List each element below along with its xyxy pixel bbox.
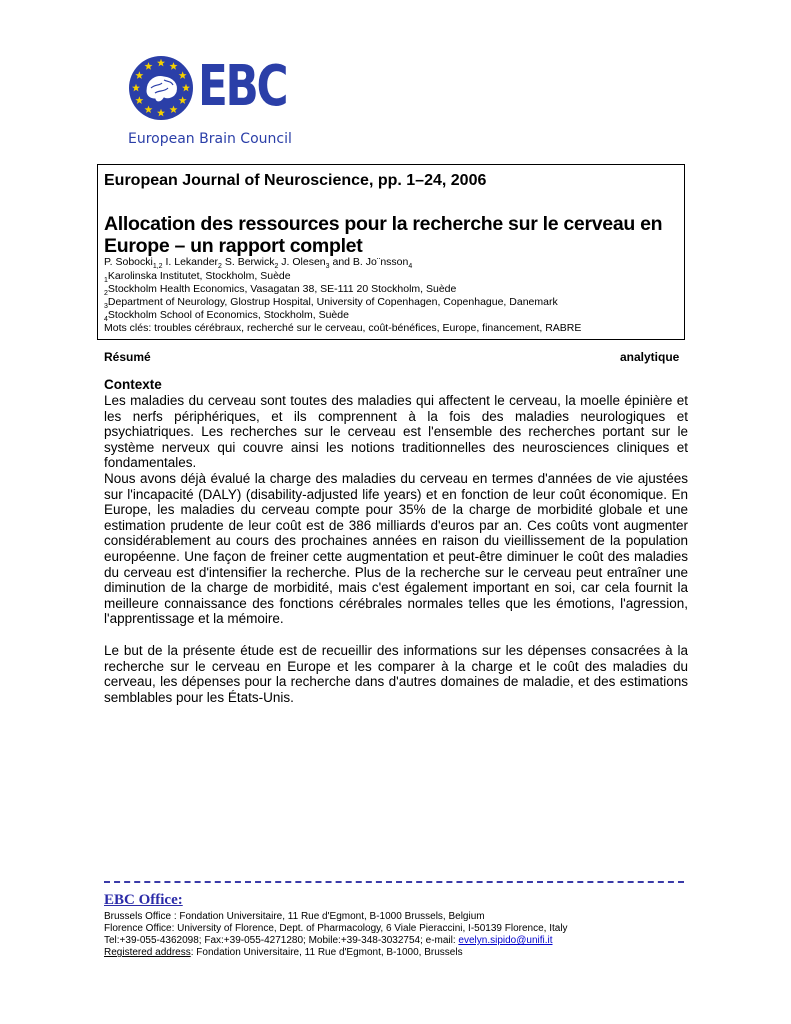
brussels-office: Brussels Office : Fondation Universitaire, 11 Rue d'Egmont, B-1000 Brussels, Belgium xyxy=(104,911,485,922)
article-title: Allocation des ressources pour la recherche sur le cerveau en Europe – un rapport complet xyxy=(104,213,663,257)
affiliation-num: 4 xyxy=(104,316,108,324)
heading-resume: Résumé xyxy=(104,350,151,364)
author-name: B. Jo¨nsson xyxy=(352,256,409,268)
registered-address xyxy=(104,947,463,959)
registered-label: Registered address xyxy=(104,947,191,958)
affiliation-text: Stockholm School of Economics, Stockholm, Suède xyxy=(107,309,349,321)
affiliation-num: 2 xyxy=(104,290,108,298)
footer-divider xyxy=(104,881,684,883)
affiliation-text: Karolinska Institutet, Stockholm, Suède xyxy=(107,270,291,282)
author-name: P. Sobocki xyxy=(104,256,153,268)
author-aff: 2 xyxy=(274,263,279,271)
florence-office: Florence Office: University of Florence, Dept. of Pharmacology, 6 Viale Pieraccini, I-50139 Florence, Italy xyxy=(104,923,568,934)
author-name: I. Lekander xyxy=(165,256,219,268)
contact-line xyxy=(104,935,553,947)
paragraph-3: Le but de la présente étude est de recueillir des informations sur les dépenses consacrées à la recherche sur le cerveau en Europe et les comparer à la charge et le coût des maladies du cerveau, les dépenses pour la recherche dans d'autres domaines de maladie, et des estimations semblables pour les États-Unis. xyxy=(104,643,688,705)
author-aff: 1,2 xyxy=(152,263,163,271)
paragraph-2: Nous avons déjà évalué la charge des maladies du cerveau en termes d'années de vie ajustées sur l'incapacité (DALY) (disability-adjusted life years) et en fonction de leur coût économique. En Europe, les maladies du cerveau compte pour 35% de la charge de morbidité globale et une estimation prudente de leur coût est de 386 milliards d'euros par an. Ces coûts vont augmenter considérablement au cours des prochaines années en raison du vieillissement de la population européenne. Une façon de freiner cette augmentation et peut-être diminuer le coût des maladies du cerveau est d'intensifier la recherche. Plus de la recherche sur le cerveau peut entraîner une diminution de la charge de morbidité, mais c'est également important en soi, car cela fournit la meilleure connaissance des fonctions cérébrales normales telles que les émotions, l'agression, l'apprentissage et la mémoire. xyxy=(104,471,688,627)
author-aff: 2 xyxy=(218,263,222,271)
author-list: P. Sobocki$_{1,2}$ I. Lekander$_2$ S. Berwick$_2$ J. Olesen$_3$ and B. Jo¨nsson$_4$ xyxy=(104,256,413,271)
author-name: S. Berwick xyxy=(224,256,275,268)
author-name: J. Olesen xyxy=(281,256,326,268)
ebc-logo xyxy=(128,54,292,150)
affiliation-num: 3 xyxy=(104,303,108,311)
affiliation-text: Department of Neurology, Glostrup Hospital, University of Copenhagen, Copenhague, Danemark xyxy=(107,296,558,308)
eu-stars-brain-icon xyxy=(128,55,194,121)
paragraph-1: Les maladies du cerveau sont toutes des maladies qui affectent le cerveau, la moelle épinière et les nerfs périphériques, et ils comprennent à la fois des maladies neurologiques et psychiatriques. Les recherches sur le cerveau est l'ensemble des recherches portant sur le système nerveux qui couvre ainsi les notions traditionnelles des neurosciences cliniques et fondamentales. xyxy=(104,393,688,471)
footer-heading: EBC Office: xyxy=(104,892,183,908)
heading-analytique: analytique xyxy=(620,350,680,364)
section-heading-contexte: Contexte xyxy=(104,377,162,392)
author-aff: 3 xyxy=(325,263,330,271)
registered-text: : Fondation Universitaire, 11 Rue d'Egmont, B-1000, Brussels xyxy=(190,947,463,958)
logo-wordmark: EBC xyxy=(198,54,287,119)
affiliation-num: 1 xyxy=(104,277,108,285)
contact-numbers: Tel:+39-055-4362098; Fax:+39-055-4271280; Mobile:+39-348-3032754; e-mail: xyxy=(104,935,459,946)
logo-subtitle: European Brain Council xyxy=(128,131,292,147)
email-link[interactable]: evelyn.sipido@unifi.it xyxy=(458,935,553,946)
keywords: Mots clés: troubles cérébraux, recherché sur le cerveau, coût-bénéfices, Europe, financement, RABRE xyxy=(104,322,582,334)
affiliation-text: Stockholm Health Economics, Vasagatan 38, SE-111 20 Stockholm, Suède xyxy=(107,283,457,295)
author-aff: 4 xyxy=(408,263,413,271)
journal-citation: European Journal of Neuroscience, pp. 1–24, 2006 xyxy=(104,172,487,189)
